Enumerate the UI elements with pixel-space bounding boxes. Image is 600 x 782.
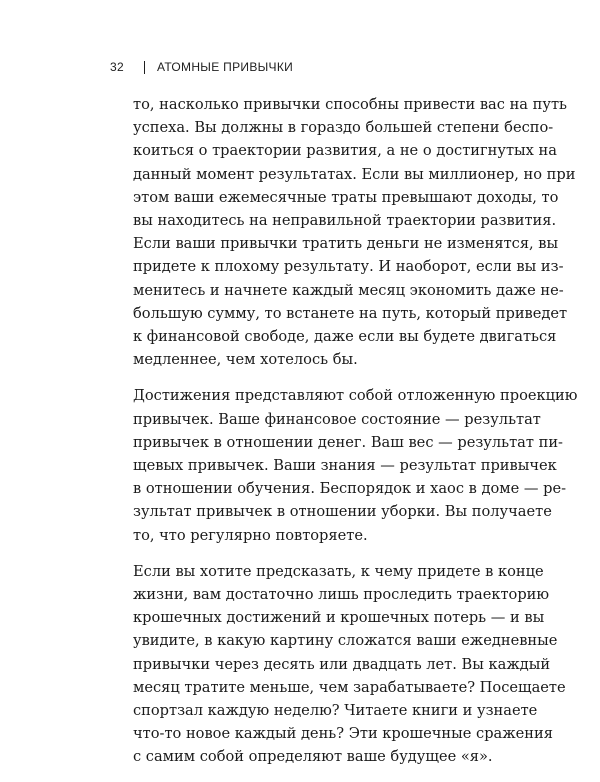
text-line: большую сумму, то встанете на путь, который приведет — [133, 304, 568, 322]
text-line: к финансовой свободе, даже если вы будете двигаться — [133, 328, 557, 346]
text-line: в отношении обучения. Беспорядок и хаос в доме — ре- — [133, 480, 567, 498]
paragraph-3 — [133, 560, 566, 769]
header-divider — [144, 61, 145, 74]
text-line: месяц тратите меньше, чем зарабатываете? Посещаете — [133, 678, 566, 696]
text-line: данный момент результатах. Если вы миллионер, но при — [133, 165, 576, 183]
text-line: этом ваши ежемесячные траты превышают доходы, то — [133, 188, 559, 206]
text-line: жизни, вам достаточно лишь проследить траекторию — [133, 586, 550, 604]
text-line: успеха. Вы должны в гораздо большей степени беспо- — [133, 119, 554, 137]
paragraph-1 — [133, 93, 576, 371]
body-text — [133, 93, 578, 782]
text-line: привычки через десять или двадцать лет. Вы каждый — [133, 655, 551, 673]
text-line: то, насколько привычки способны привести вас на путь — [133, 96, 567, 113]
text-line: Достижения представляют собой отложенную проекцию — [133, 387, 578, 405]
text-line: привычек. Ваше финансовое состояние — результат — [133, 410, 541, 428]
running-head — [110, 60, 293, 74]
text-line: медленнее, чем хотелось бы. — [133, 351, 358, 369]
text-line: Если вы хотите предсказать, к чему придете в конце — [133, 562, 544, 580]
text-line: коиться о траектории развития, а не о достигнутых на — [133, 142, 557, 160]
text-line: увидите, в какую картину сложатся ваши ежедневные — [133, 632, 558, 650]
text-line: Если ваши привычки тратить деньги не изменятся, вы — [133, 235, 559, 253]
text-line: щевых привычек. Ваши знания — результат привычек — [133, 457, 557, 475]
text-line: крошечных достижений и крошечных потерь — и вы — [133, 609, 545, 627]
text-line: то, что регулярно повторяете. — [133, 526, 368, 544]
text-line: вы находитесь на неправильной траектории развития. — [133, 212, 557, 230]
paragraph-2 — [133, 384, 578, 546]
text-line: спортзал каждую неделю? Читаете книги и узнаете — [133, 702, 538, 720]
text-line: придете к плохому результату. И наоборот, если вы из- — [133, 258, 564, 276]
text-line: с самим собой определяют ваше будущее «я». — [133, 748, 493, 766]
page-number: 32 — [110, 60, 124, 74]
text-line: менитесь и начнете каждый месяц экономить даже не- — [133, 281, 564, 299]
text-line: привычек в отношении денег. Ваш вес — результат пи- — [133, 433, 563, 451]
text-line: что-то новое каждый день? Эти крошечные сражения — [133, 725, 553, 743]
book-title: АТОМНЫЕ ПРИВЫЧКИ — [156, 60, 294, 74]
text-line: зультат привычек в отношении уборки. Вы получаете — [133, 503, 552, 521]
